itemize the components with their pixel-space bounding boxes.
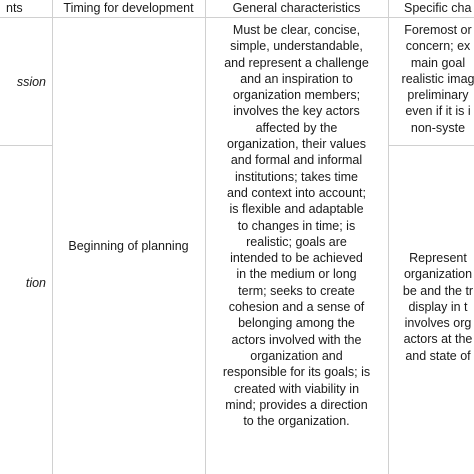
general-text-line: to changes in time; is [237, 218, 356, 233]
header-elements: nts [6, 1, 23, 15]
general-text-line: to the organization. [243, 414, 350, 429]
general-text-line: and an inspiration to [240, 71, 353, 86]
general-text-line: simple, understandable, [230, 39, 363, 54]
row-label-vision: ssion [16, 75, 46, 89]
general-text-line: organization members; [232, 88, 361, 103]
specific-text-line: even if it is i [405, 104, 471, 119]
specific-text-line: preliminary [407, 88, 469, 103]
general-text-line: belonging among the [238, 316, 355, 331]
general-text-line: organization, their values [227, 137, 366, 152]
row-divider [388, 145, 474, 146]
specific-text-line: concern; ex [405, 39, 471, 54]
general-text-line: realistic; goals are [246, 234, 347, 249]
header-timing: Timing for development [63, 1, 194, 15]
general-characteristics-text [205, 22, 388, 429]
specific-text-line: be and the tr [402, 283, 474, 298]
header-general: General characteristics [232, 1, 361, 15]
general-text-line: affected by the [255, 120, 338, 135]
specific-text-line: Foremost or [404, 23, 472, 37]
general-text-line: intended to be achieved [230, 251, 363, 266]
general-text-line: and context into account; [227, 185, 366, 200]
specific-text-line: actors at the [403, 332, 473, 347]
specific-text-line: realistic imag [401, 71, 474, 86]
general-text-line: in the medium or long [236, 267, 357, 282]
general-text-line: involves the key actors [233, 104, 360, 119]
general-text-line: responsible for its goals; is [222, 365, 371, 380]
general-text-line: is flexible and adaptable [229, 202, 364, 217]
general-text-line: and represent a challenge [224, 55, 369, 70]
timing-value: Beginning of planning [68, 239, 189, 253]
row-divider [0, 145, 52, 146]
specific-text-line: Represent [409, 251, 467, 265]
general-text-line: organization and [250, 348, 343, 363]
general-text-line: actors involved with the [231, 332, 362, 347]
row-label-mission: tion [25, 276, 46, 290]
specific-characteristics-mission [388, 250, 474, 364]
specific-characteristics-vision [388, 22, 474, 136]
general-text-line: institutions; takes time [235, 169, 358, 184]
specific-text-line: non-syste [410, 120, 466, 135]
header-specific: Specific cha [404, 1, 472, 15]
column-divider [52, 0, 53, 474]
general-text-line: mind; provides a direction [225, 397, 368, 412]
general-text-line: created with viability in [233, 381, 360, 396]
general-text-line: and formal and informal [230, 153, 363, 168]
specific-text-line: display in t [408, 299, 468, 314]
general-text-line: cohesion and a sense of [228, 300, 365, 315]
specific-text-line: and state of [405, 348, 471, 363]
header-divider [0, 17, 474, 18]
general-text-line: Must be clear, concise, [232, 23, 361, 37]
specific-text-line: main goal [410, 55, 466, 70]
specific-text-line: organization [403, 267, 473, 282]
general-text-line: term; seeks to create [238, 283, 355, 298]
specific-text-line: involves org [404, 316, 472, 331]
